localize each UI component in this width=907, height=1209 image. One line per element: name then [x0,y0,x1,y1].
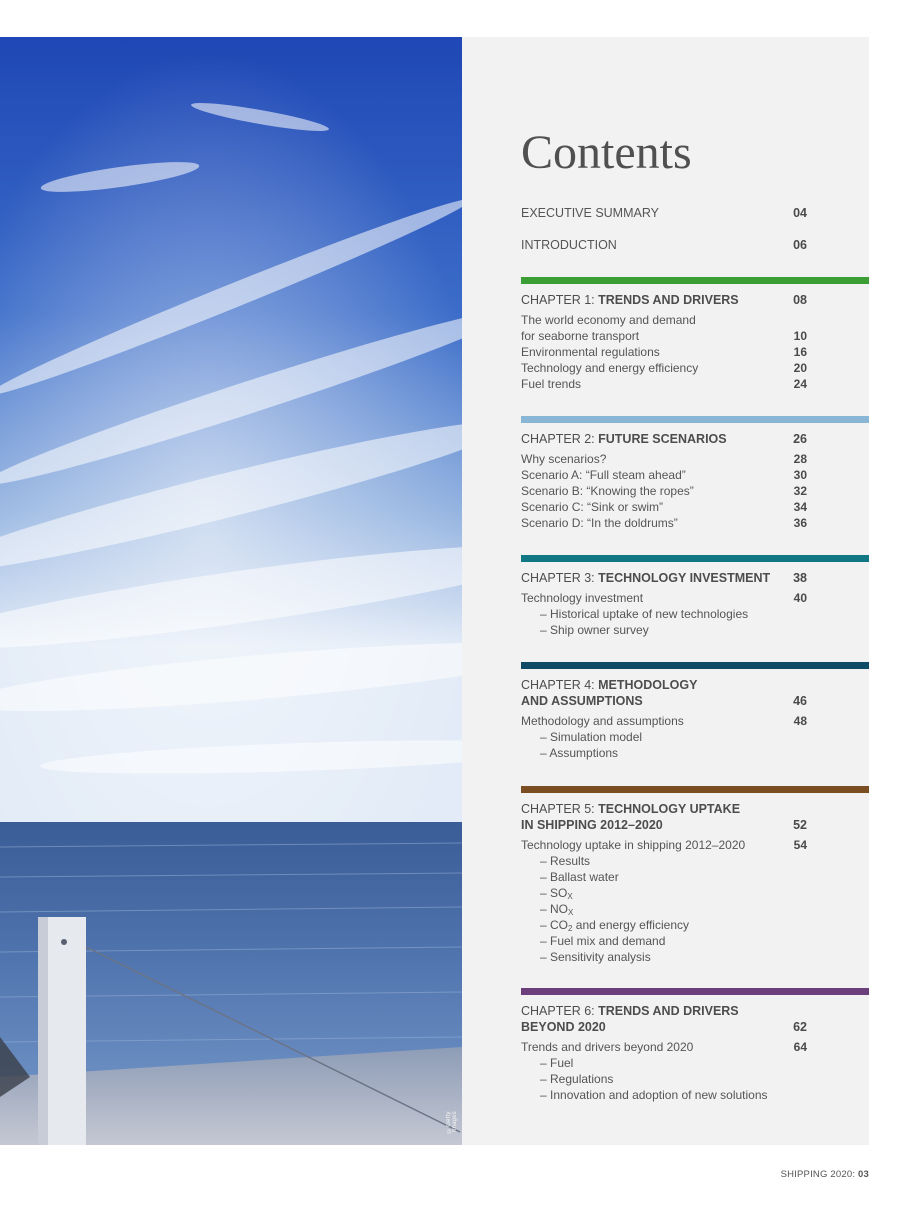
toc-item-page: 30 [793,468,807,482]
toc-item-label [521,360,698,376]
toc-entry[interactable] [521,237,807,253]
chapter-color-bar [521,988,869,995]
toc-item[interactable] [521,467,807,483]
toc-item[interactable] [521,713,807,729]
toc-item-page: 48 [793,714,807,728]
chapter-color-bar [521,416,869,423]
toc-subitem[interactable] [521,853,807,869]
toc-item-label [521,467,686,483]
toc-entry-page: 04 [793,206,807,220]
chapter-prefix: CHAPTER 3: [521,571,595,585]
toc-entry[interactable] [521,205,807,221]
toc-item[interactable] [521,483,807,499]
toc-subitem-label [540,622,649,638]
chapter-heading[interactable] [521,693,807,709]
chapter-title: FUTURE SCENARIOS [598,432,727,446]
label-subscript: 2 [568,924,573,933]
toc-subitem[interactable] [521,729,807,745]
chapter-page: 08 [793,293,807,307]
chapter-title: TECHNOLOGY INVESTMENT [598,571,771,585]
label-subscript: X [568,908,574,917]
label-text: – Historical uptake of new technologies [540,607,749,621]
chapter-title: BEYOND 2020 [521,1020,606,1034]
toc-item[interactable] [521,499,807,515]
chapter-color-bar [521,277,869,284]
toc-item[interactable] [521,344,807,360]
chapter-prefix: CHAPTER 1: [521,293,595,307]
toc-subitem[interactable] [521,745,807,761]
page-footer [781,1169,869,1180]
label-text: – NO [540,902,569,916]
chapter-heading[interactable] [521,292,807,308]
chapter-heading[interactable] [521,817,807,833]
label-text: – Ballast water [540,870,619,884]
cover-photo [0,37,462,1145]
toc-subitem-label [540,1071,613,1087]
chapter-heading-label [521,677,697,693]
toc-item-page: 64 [793,1040,807,1054]
toc-subitem-label [540,729,642,745]
toc-item-page: 28 [793,452,807,466]
label-tail: and energy efficiency [572,918,689,932]
chapter-prefix: CHAPTER 6: [521,1004,595,1018]
label-text: – Results [540,854,591,868]
label-text: – Fuel mix and demand [540,934,666,948]
chapter-heading[interactable] [521,1019,807,1035]
chapter-prefix: CHAPTER 5: [521,802,595,816]
chapter-prefix: CHAPTER 2: [521,432,595,446]
chapter-heading-label [521,1019,606,1035]
chapter-heading-label [521,1003,739,1019]
chapter-heading-label [521,693,643,709]
toc-item-label [521,1039,693,1055]
chapter-heading-label [521,801,740,817]
toc-subitem[interactable] [521,1055,807,1071]
toc-entry-label: EXECUTIVE SUMMARY [521,206,659,220]
label-text: Fuel trends [521,377,582,391]
chapter-page: 38 [793,571,807,585]
label-text: Technology and energy efficiency [521,361,699,375]
chapter-heading[interactable] [521,1003,807,1019]
toc-item-label: The world economy and demand [521,313,696,327]
toc-item-label [521,713,684,729]
chapter-title: TECHNOLOGY UPTAKE [598,802,741,816]
toc-subitem[interactable] [521,1087,807,1103]
toc-item-label: for seaborne transport [521,329,640,343]
toc-subitem-label [540,745,618,761]
toc-item-label [521,590,643,606]
toc-item-page: 10 [793,329,807,343]
toc-subitem-label [540,853,590,869]
toc-item[interactable] [521,515,807,531]
toc-subitem[interactable] [521,869,807,885]
toc-subitem-label [540,949,651,965]
toc-item[interactable] [521,451,807,467]
chapter-color-bar [521,662,869,669]
label-text: – Sensitivity analysis [540,950,651,964]
sky-sea-image [0,37,462,1145]
label-text: Scenario D: “In the doldrums” [521,516,678,530]
toc-subitem-label [540,869,619,885]
toc-item[interactable] [521,376,807,392]
chapter-color-bar [521,555,869,562]
toc-subitem-label [540,606,748,622]
toc-item-page: 20 [793,361,807,375]
toc-subitem[interactable] [521,933,807,949]
chapter-heading[interactable] [521,431,807,447]
label-text: – SO [540,886,568,900]
toc-item-page: 54 [793,838,807,852]
footer-page-number: 03 [858,1169,869,1180]
chapter-heading-label [521,817,663,833]
chapter-title: METHODOLOGY [598,678,698,692]
toc-item-page: 16 [793,345,807,359]
chapter-title: TRENDS AND DRIVERS [598,293,739,307]
toc-entry-label: INTRODUCTION [521,238,617,252]
chapter-page: 26 [793,432,807,446]
toc-entry-page: 06 [793,238,807,252]
toc-item-label [521,515,678,531]
label-text: Why scenarios? [521,452,607,466]
label-text: – CO [540,918,569,932]
toc-item-page: 36 [793,516,807,530]
chapter-heading[interactable] [521,677,807,693]
chapter-title: TRENDS AND DRIVERS [598,1004,739,1018]
toc-item[interactable] [521,1039,807,1055]
toc-subitem[interactable] [521,622,807,638]
chapter-heading[interactable] [521,570,807,586]
toc-item-page: 32 [793,484,807,498]
chapter-title: IN SHIPPING 2012–2020 [521,818,663,832]
toc-item-label [521,376,581,392]
footer-publication: SHIPPING 2020: [780,1169,856,1180]
label-text: – Ship owner survey [540,623,649,637]
toc-subitem-label [540,1055,573,1071]
toc-item-page: 24 [793,377,807,391]
label-text: Technology investment [521,591,644,605]
chapter-prefix: CHAPTER 4: [521,678,595,692]
toc-item-label [521,344,660,360]
label-text: Scenario B: “Knowing the ropes” [521,484,694,498]
label-text: Methodology and assumptions [521,714,684,728]
toc-subitem[interactable] [521,1071,807,1087]
label-text: – Fuel [540,1056,574,1070]
toc-item-label [521,499,663,515]
chapter-heading-label [521,431,727,447]
toc-subitem[interactable] [521,901,807,917]
page-title: Contents [521,126,692,179]
label-text: – Regulations [540,1072,614,1086]
chapter-page: 52 [793,818,807,832]
chapter-title: AND ASSUMPTIONS [521,694,643,708]
toc-subitem-label [540,1087,768,1103]
toc-item-page: 34 [793,500,807,514]
toc-item-page: 40 [793,591,807,605]
toc-item-label [521,483,694,499]
chapter-color-bar [521,786,869,793]
photo-credit: ©Getty Images [446,1111,458,1133]
toc-subitem[interactable] [521,949,807,965]
toc-item[interactable] [521,312,807,328]
toc-subitem[interactable] [521,917,807,933]
label-text: Technology uptake in shipping 2012–2020 [521,838,746,852]
toc-subitem-label [540,933,665,949]
chapter-heading-label [521,570,770,586]
label-text: – Assumptions [540,746,619,760]
label-text: Environmental regulations [521,345,660,359]
chapter-page: 46 [793,694,807,708]
toc-subitem[interactable] [521,885,807,901]
label-text: Trends and drivers beyond 2020 [521,1040,694,1054]
toc-item[interactable] [521,590,807,606]
toc-subitem[interactable] [521,606,807,622]
toc-item[interactable] [521,328,807,344]
label-subscript: X [567,892,573,901]
label-text: Scenario C: “Sink or swim” [521,500,664,514]
label-text: – Simulation model [540,730,643,744]
toc-item-label [521,837,745,853]
chapter-page: 62 [793,1020,807,1034]
chapter-heading-label [521,292,739,308]
chapter-heading[interactable] [521,801,807,817]
toc-item[interactable] [521,837,807,853]
label-text: – Innovation and adoption of new solutions [540,1088,768,1102]
label-text: Scenario A: “Full steam ahead” [521,468,686,482]
toc-item-label [521,451,606,467]
toc-item[interactable] [521,360,807,376]
